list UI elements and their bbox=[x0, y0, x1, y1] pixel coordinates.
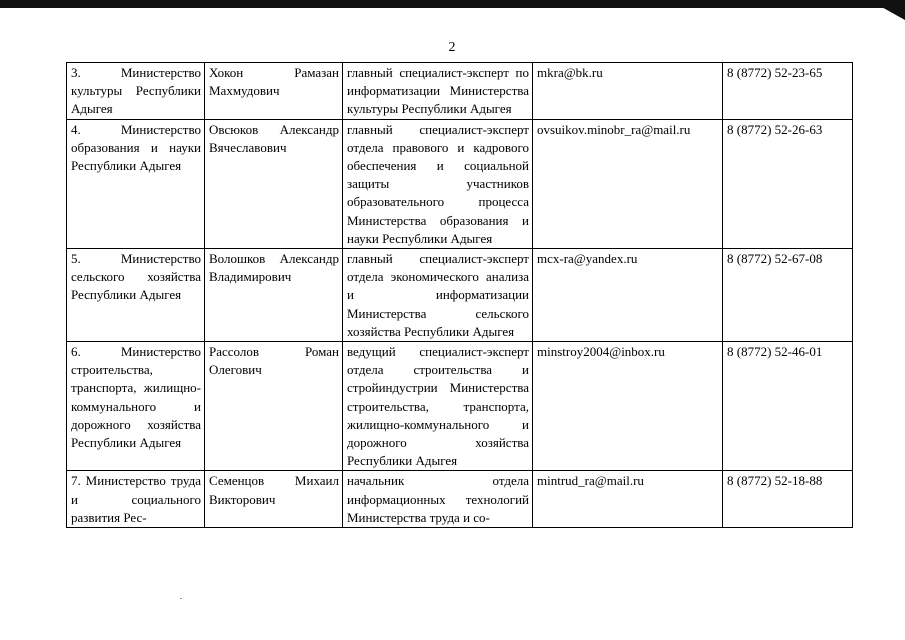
table-row bbox=[67, 471, 853, 528]
contacts-table bbox=[66, 62, 853, 528]
table-row bbox=[67, 119, 853, 248]
ministry-cell: 7. Министерство труда и социального развития Рес- bbox=[67, 471, 205, 528]
email-cell: mintrud_ra@mail.ru bbox=[533, 471, 723, 528]
person-cell: Хокон Рамазан Махмудович bbox=[205, 63, 343, 120]
position-cell: начальник отдела информационных технологий Министерства труда и со- bbox=[343, 471, 533, 528]
table-row bbox=[67, 249, 853, 342]
email-cell: ovsuikov.minobr_ra@mail.ru bbox=[533, 119, 723, 248]
phone-cell: 8 (8772) 52-23-65 bbox=[723, 63, 853, 120]
email-cell: mcx-ra@yandex.ru bbox=[533, 249, 723, 342]
table-row bbox=[67, 342, 853, 471]
position-cell: главный специалист-эксперт по информатизации Министерства культуры Республики Адыгея bbox=[343, 63, 533, 120]
person-cell: Овсюков Александр Вячеславович bbox=[205, 119, 343, 248]
position-cell: главный специалист-эксперт отдела экономического анализа и информатизации Министерства сельского хозяйства Республики Адыгея bbox=[343, 249, 533, 342]
scan-edge bbox=[0, 0, 905, 8]
ministry-cell: 3. Министерство культуры Республики Адыгея bbox=[67, 63, 205, 120]
person-cell: Рассолов Роман Олегович bbox=[205, 342, 343, 471]
ministry-cell: 4. Министерство образования и науки Республики Адыгея bbox=[67, 119, 205, 248]
page-number: 2 bbox=[448, 40, 456, 55]
phone-cell: 8 (8772) 52-46-01 bbox=[723, 342, 853, 471]
ministry-cell: 5. Министерство сельского хозяйства Республики Адыгея bbox=[67, 249, 205, 342]
position-cell: главный специалист-эксперт отдела правового и кадрового обеспечения и социальной защиты участников образовательного процесса Министерства образования и науки Республики Адыгея bbox=[343, 119, 533, 248]
table-row bbox=[67, 63, 853, 120]
person-cell: Волошков Александр Владимирович bbox=[205, 249, 343, 342]
scan-speck bbox=[180, 598, 182, 599]
email-cell: mkra@bk.ru bbox=[533, 63, 723, 120]
position-cell: ведущий специалист-эксперт отдела строительства и стройиндустрии Министерства строительства, транспорта, жилищно-коммунального и дорожного хозяйства Республики Адыгея bbox=[343, 342, 533, 471]
phone-cell: 8 (8772) 52-26-63 bbox=[723, 119, 853, 248]
phone-cell: 8 (8772) 52-18-88 bbox=[723, 471, 853, 528]
person-cell: Семенцов Михаил Викторович bbox=[205, 471, 343, 528]
email-cell: minstroy2004@inbox.ru bbox=[533, 342, 723, 471]
phone-cell: 8 (8772) 52-67-08 bbox=[723, 249, 853, 342]
ministry-cell: 6. Министерство строительства, транспорта, жилищно-коммунального и дорожного хозяйства Республики Адыгея bbox=[67, 342, 205, 471]
